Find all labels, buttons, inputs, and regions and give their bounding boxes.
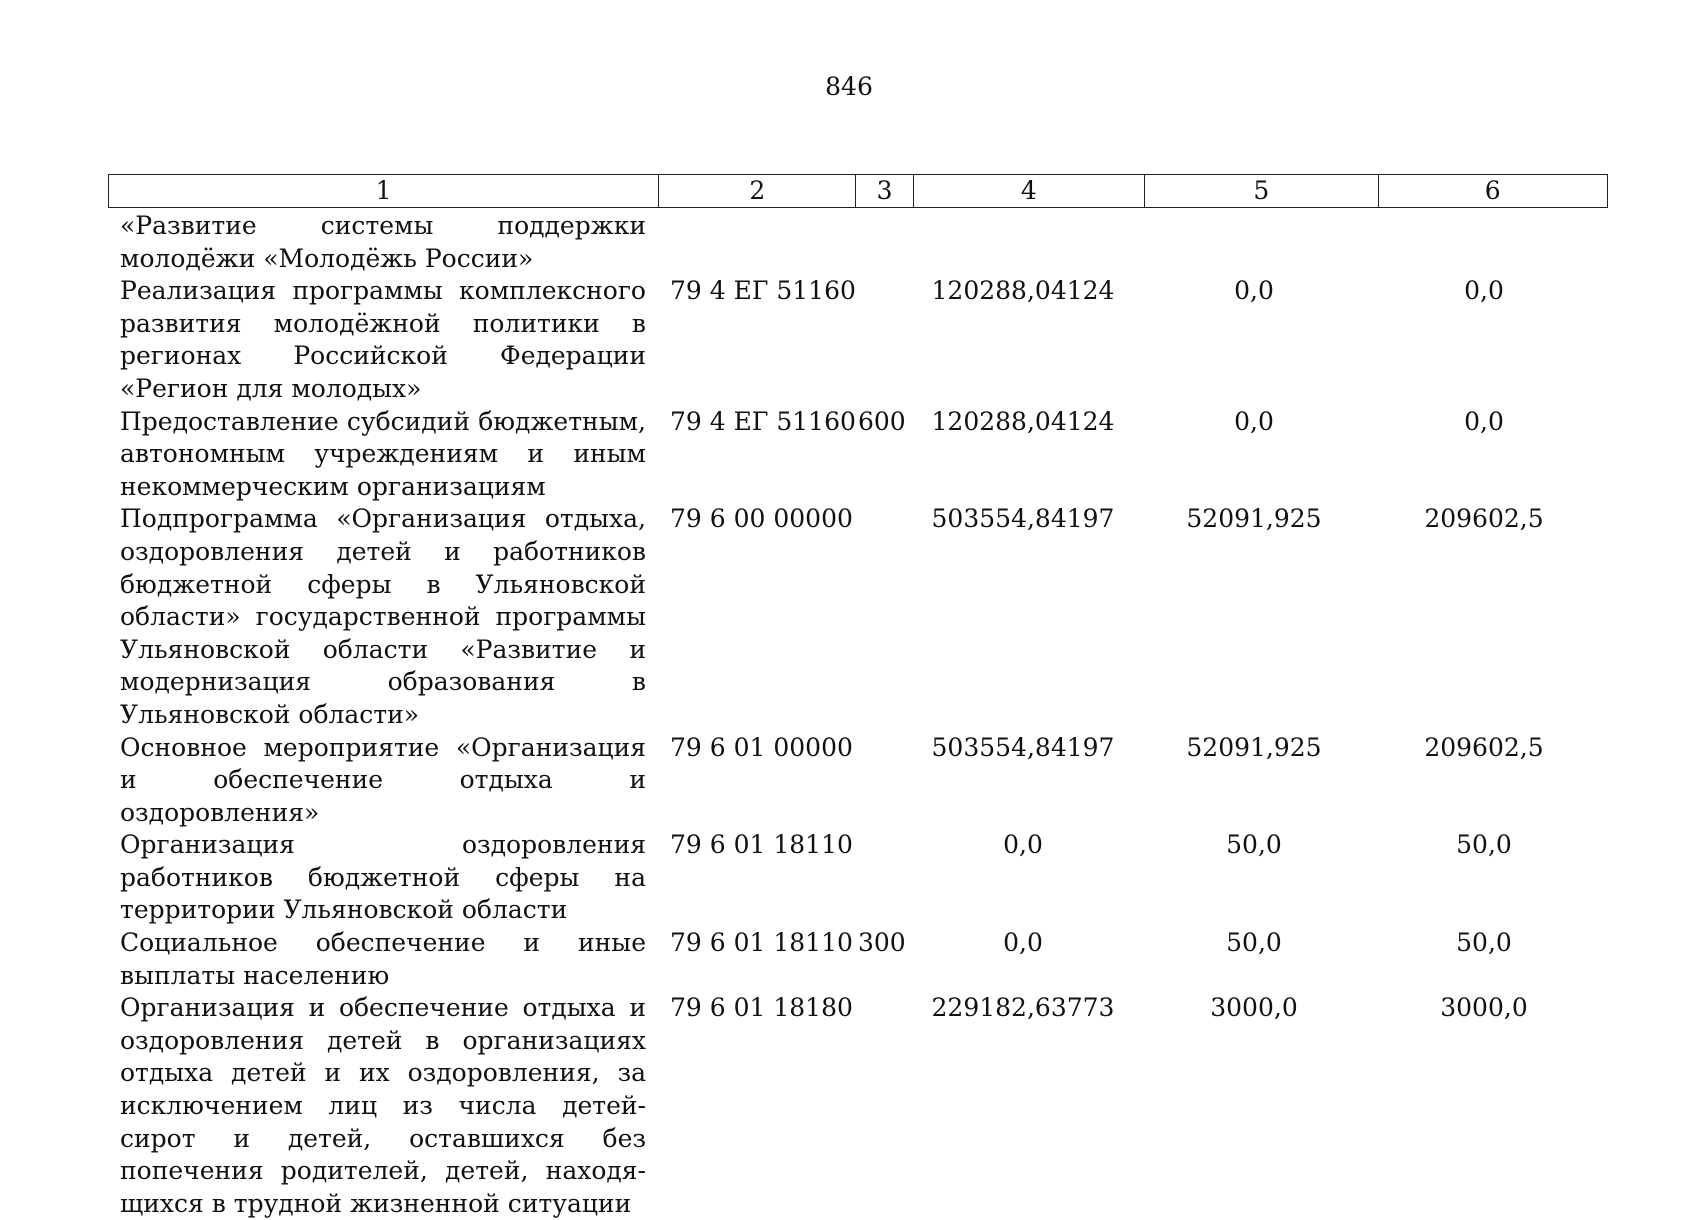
header-col-6: 6 <box>1378 175 1608 208</box>
table-row <box>108 927 1608 992</box>
row-value-5: 0,0 <box>1234 276 1274 306</box>
row-value-6: 209602,5 <box>1424 504 1544 534</box>
row-code: 79 4 ЕГ 51160 <box>670 406 856 436</box>
row-value-6: 50,0 <box>1456 928 1512 958</box>
table-row <box>108 732 1608 830</box>
row-value-5: 50,0 <box>1226 830 1282 860</box>
row-code: 79 6 01 00000 <box>670 732 853 762</box>
row-name: Организация оздоровления работников бюджетной сферы на территории Ульяновской области <box>120 830 646 925</box>
header-col-4: 4 <box>913 175 1144 208</box>
row-value-5: 52091,925 <box>1186 732 1322 762</box>
row-type: 600 <box>858 406 906 436</box>
row-value-4: 229182,63773 <box>931 993 1115 1023</box>
header-col-1: 1 <box>109 175 659 208</box>
header-col-5: 5 <box>1145 175 1378 208</box>
budget-table-body <box>108 210 1608 1220</box>
row-value-6: 0,0 <box>1464 406 1504 436</box>
row-value-4: 120288,04124 <box>931 276 1115 306</box>
row-value-4: 0,0 <box>1003 928 1043 958</box>
row-value-5: 0,0 <box>1234 406 1274 436</box>
row-value-6: 3000,0 <box>1440 993 1528 1023</box>
column-number-header <box>108 174 1608 208</box>
table-row <box>108 406 1608 504</box>
row-value-4: 0,0 <box>1003 830 1043 860</box>
row-value-5: 52091,925 <box>1186 504 1322 534</box>
table-row <box>108 210 1608 275</box>
row-code: 79 6 01 18110 <box>670 928 853 958</box>
row-value-4: 503554,84197 <box>931 504 1115 534</box>
page-number: 846 <box>825 72 873 101</box>
table-row <box>108 503 1608 731</box>
row-name: Основное мероприятие «Организация и обеспечение отдыха и оздоровления» <box>120 732 646 827</box>
row-name: Социальное обеспечение и иные выплаты населению <box>120 928 646 990</box>
row-value-6: 50,0 <box>1456 830 1512 860</box>
row-value-4: 120288,04124 <box>931 406 1115 436</box>
row-type: 300 <box>858 928 906 958</box>
row-name: «Развитие системы поддержки молодёжи «Молодёжь России» <box>120 211 646 273</box>
table-row <box>108 275 1608 405</box>
row-value-5: 50,0 <box>1226 928 1282 958</box>
row-code: 79 4 ЕГ 51160 <box>670 276 856 306</box>
header-col-2: 2 <box>659 175 856 208</box>
table-row <box>108 829 1608 927</box>
row-value-6: 209602,5 <box>1424 732 1544 762</box>
row-name: Подпрограмма «Организация отдыха, оздоровления детей и работников бюджетной сферы в Ульяновской области» государственной программы Ульяновской области «Развитие и модернизация образования в Ульяновской области» <box>120 504 646 729</box>
row-name: Реализация программы комплексного развития молодёжной политики в регионах Российской Федерации «Регион для молодых» <box>120 276 646 403</box>
row-name: Предоставление субсидий бюджетным, автономным учреждениям и иным некоммерческим организациям <box>120 406 646 501</box>
row-value-6: 0,0 <box>1464 276 1504 306</box>
row-code: 79 6 01 18180 <box>670 993 853 1023</box>
row-code: 79 6 00 00000 <box>670 504 853 534</box>
row-name: Организация и обеспечение отдыха и оздоровления детей в организациях отдыха детей и их оздоровления, за исключением лиц из числа детей-сирот и детей, оставшихся без попечения родителей, детей, находящихся в трудной жизненной ситуации <box>120 993 646 1218</box>
row-code: 79 6 01 18110 <box>670 830 853 860</box>
table-row <box>108 992 1608 1220</box>
row-value-5: 3000,0 <box>1210 993 1298 1023</box>
header-col-3: 3 <box>856 175 913 208</box>
row-value-4: 503554,84197 <box>931 732 1115 762</box>
